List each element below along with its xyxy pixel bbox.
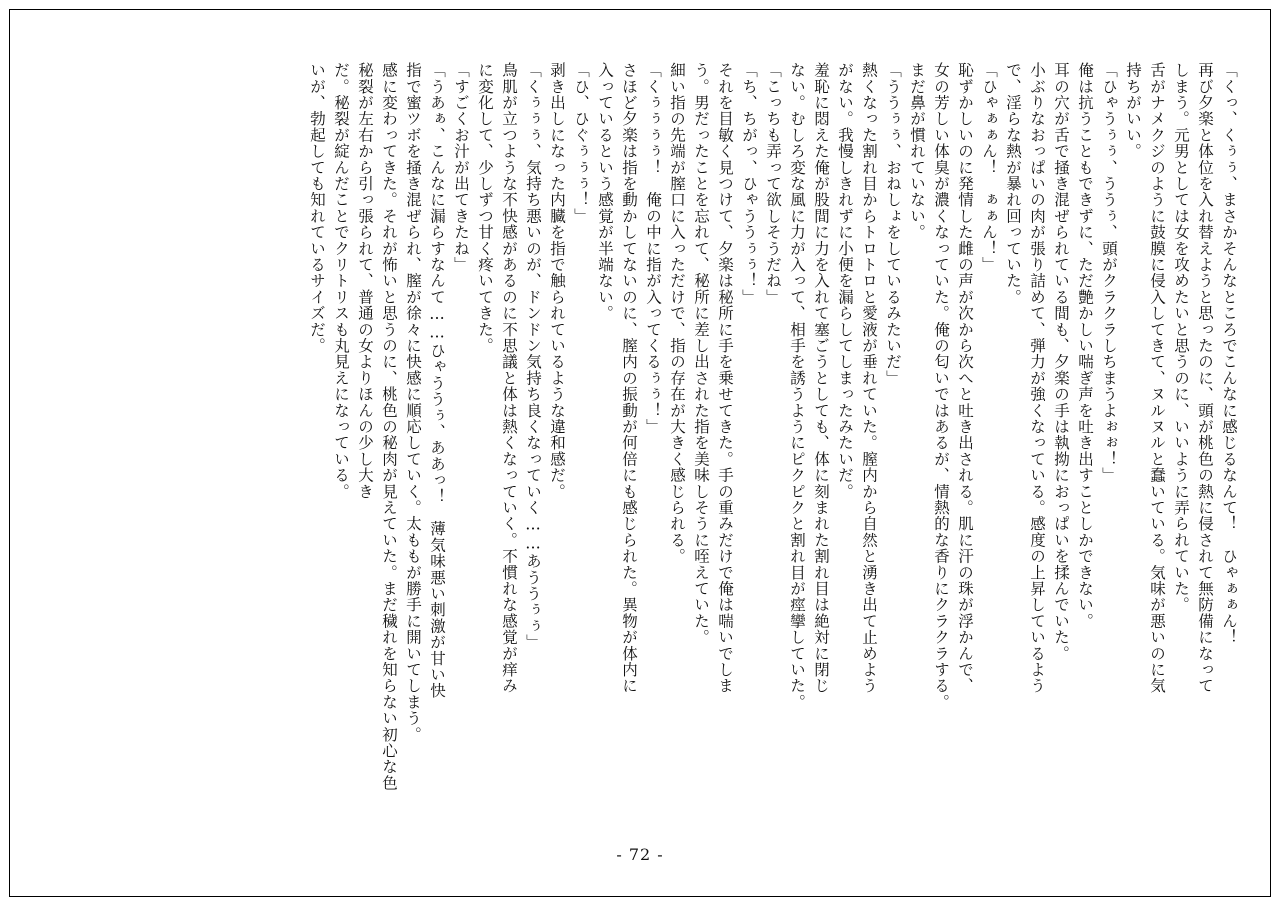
text-column: 秘裂が左右から引っ張られて、普通の女よりほんの少し大き [356, 62, 374, 500]
text-column: いが、勃起しても知れているサイズだ。 [308, 62, 326, 354]
text-column: 感に変わってきた。それが怖いと思うのに、桃色の秘肉が見えていた。まだ穢れを知らない初心な色 [380, 62, 398, 791]
text-column: 再び夕楽と体位を入れ替えようと思ったのに、頭が桃色の熱に侵されて無防備になって [1196, 62, 1214, 694]
text-column: 「ひ、ひぐぅぅぅ！」 [572, 62, 590, 224]
text-column: 女の芳しい体臭が濃くなっていた。俺の匂いではあるが、情熱的な香りにクラクラする。 [932, 62, 950, 710]
text-column: 「くぅぅぅ、気持ち悪いのが、ドンドン気持ち良くなっていく……あううぅぅ」 [524, 62, 542, 651]
text-column: 恥ずかしいのに発情した雌の声が次から次へと吐き出される。肌に汗の珠が浮かんで、 [956, 62, 974, 694]
text-column: 細い指の先端が膣口に入っただけで、指の存在が大きく感じられる。 [668, 62, 686, 565]
text-column: ない。むしろ変な風に力が入って、相手を誘うようにピクピクと割れ目が痙攣していた。 [788, 62, 806, 710]
text-column: 舌がナメクジのように鼓膜に侵入してきて、ヌルヌルと蠢いている。気味が悪いのに気 [1148, 62, 1166, 694]
text-column: さほど夕楽は指を動かしてないのに、膣内の振動が何倍にも感じられた。異物が体内に [620, 62, 638, 694]
vertical-text-body [40, 62, 1240, 822]
text-column: う。男だったことを忘れて、秘所に差し出された指を美味しそうに咥えていた。 [692, 62, 710, 646]
page-number: - 72 - [616, 845, 664, 864]
text-column: 「ち、ちがっ、ひゃううぅぅ！」 [740, 62, 758, 305]
text-column: まだ鼻が慣れていない。 [908, 62, 926, 241]
text-column: 「くっ、くぅぅ、まさかそんなところでこんなに感じるなんて！ ひゃぁぁん！ [1220, 62, 1238, 646]
text-column: 羞恥に悶えた俺が股間に力を入れて塞ごうとしても、体に刻まれた割れ目は絶対に閉じ [812, 62, 830, 694]
text-column: で、淫らな熱が暴れ回っていた。 [1004, 62, 1022, 305]
text-column: がない。我慢しきれずに小便を漏らしてしまったみたいだ。 [836, 62, 854, 500]
text-column: 「ううぅぅ、おねしょをしているみたいだ」 [884, 62, 902, 386]
text-column: 「うあぁ、こんなに漏らすなんて……ひゃううぅ、ああっ！ 薄気味悪い刺激が甘い快 [428, 62, 446, 699]
text-column: 剥き出しになった内臓を指で触られているような違和感だ。 [548, 62, 566, 500]
text-column: 入っているという感覚が半端ない。 [596, 62, 614, 322]
text-column: 「ひゃぁぁん！ ぁぁん！」 [980, 62, 998, 273]
text-column: 鳥肌が立つような不快感があるのに不思議と体は熱くなっていく。不慣れな感覚が痒み [500, 62, 518, 694]
text-column: に変化して、少しずつ甘く疼いてきた。 [476, 62, 494, 354]
text-column: だ。秘裂が綻んだことでクリトリスも丸見えになっている。 [332, 62, 350, 500]
text-column: 持ちがいい。 [1124, 62, 1142, 160]
text-column: 熱くなった割れ目からトロトロと愛液が垂れていた。膣内から自然と湧き出て止めよう [860, 62, 878, 694]
text-column: 「すごくお汁が出てきたね」 [452, 62, 470, 273]
text-column: 指で蜜ツボを掻き混ぜられ、膣が徐々に快感に順応していく。太ももが勝手に開いてしまう。 [404, 62, 422, 743]
text-column: 俺は抗うこともできずに、ただ艶かしい喘ぎ声を吐き出すことしかできない。 [1076, 62, 1094, 629]
text-column: 「ひゃうぅぅ、ううぅ、頭がクラクラしちまうよぉぉ！」 [1100, 62, 1118, 484]
text-column: 「こっちも弄って欲しそうだね」 [764, 62, 782, 305]
text-column: しまう。元男としては女を攻めたいと思うのに、いいように弄られていた。 [1172, 62, 1190, 613]
text-column: 小ぶりなおっぱいの肉が張り詰めて、弾力が強くなっている。感度の上昇しているよう [1028, 62, 1046, 694]
text-column: それを目敏く見つけて、夕楽は秘所に手を乗せてきた。手の重みだけで俺は喘いでしま [716, 62, 734, 694]
text-column: 「くぅぅぅぅ！ 俺の中に指が入ってくるぅぅ！」 [644, 62, 662, 435]
text-column: 耳の穴が舌で掻き混ぜられている間も、夕楽の手は執拗におっぱいを揉んでいた。 [1052, 62, 1070, 662]
